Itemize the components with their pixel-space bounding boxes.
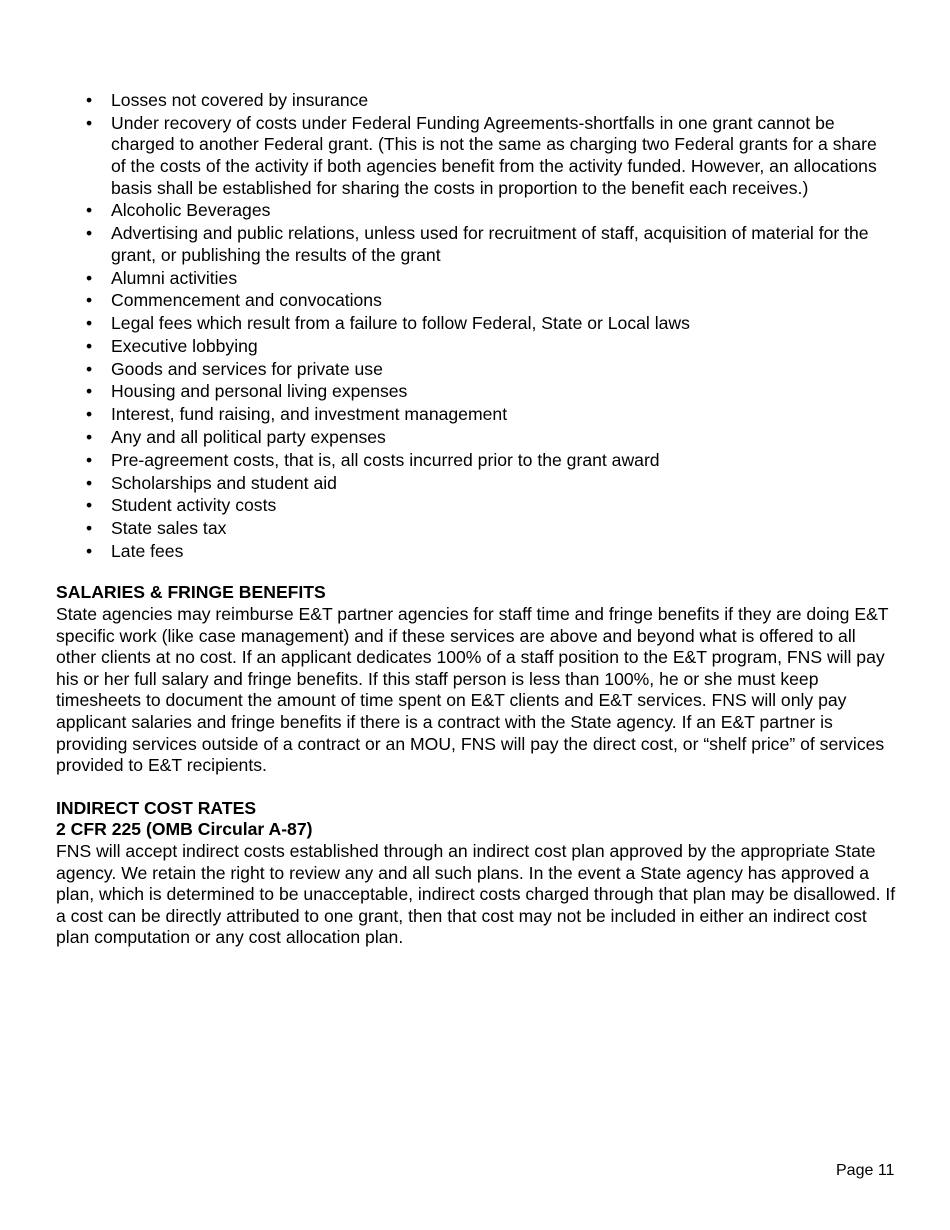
list-item	[56, 359, 896, 381]
bullet-icon: •	[86, 112, 93, 133]
list-item	[56, 268, 896, 290]
salaries-paragraph: State agencies may reimburse E&T partner agencies for staff time and fringe benefits if they are doing E&T specific work (like case management) and if these services are above and beyond what is offered to all other clients at no cost. If an applicant dedicates 100% of a staff position to the E&T program, FNS will pay his or her full salary and fringe benefits. If this staff person is less than 100%, he or she must keep timesheets to document the amount of time spent on E&T clients and E&T services. FNS will only pay applicant salaries and fringe benefits if there is a contract with the State agency. If an E&T partner is providing services outside of a contract or an MOU, FNS will pay the direct cost, or “shelf price” of services provided to E&T recipients.	[56, 604, 889, 776]
bullet-icon: •	[86, 404, 93, 425]
list-item-text: Any and all political party expenses	[111, 426, 386, 447]
list-item	[56, 90, 896, 112]
bullet-icon: •	[86, 426, 93, 447]
list-item-text: Losses not covered by insurance	[111, 90, 369, 110]
list-item	[56, 223, 896, 266]
list-item	[56, 113, 896, 199]
bullet-icon: •	[86, 495, 93, 516]
list-item-text: Student activity costs	[111, 495, 277, 516]
bullet-icon: •	[86, 540, 93, 561]
bullet-icon: •	[86, 358, 93, 379]
list-item-text: Housing and personal living expenses	[111, 381, 408, 402]
bullet-icon: •	[86, 449, 93, 470]
list-item	[56, 495, 896, 517]
list-item	[56, 381, 896, 403]
page-number: Page 11	[836, 1162, 895, 1179]
bullet-icon: •	[86, 518, 93, 539]
salaries-section	[56, 582, 896, 776]
list-item	[56, 518, 896, 540]
list-item-text: Pre-agreement costs, that is, all costs incurred prior to the grant award	[111, 449, 660, 470]
list-item	[56, 541, 896, 563]
indirect-cost-heading: INDIRECT COST RATES	[56, 797, 257, 818]
bullet-icon: •	[86, 381, 93, 402]
bullet-icon: •	[86, 200, 93, 221]
list-item-text: Advertising and public relations, unless used for recruitment of staff, acquisition of material for the grant, or publishing the results of the grant	[111, 223, 869, 265]
list-item-text: Scholarships and student aid	[111, 472, 337, 493]
list-item	[56, 336, 896, 358]
list-item-text: Alumni activities	[111, 267, 238, 288]
bullet-icon: •	[86, 472, 93, 493]
list-item	[56, 200, 896, 222]
list-item-text: State sales tax	[111, 518, 227, 539]
indirect-cost-section	[56, 798, 896, 949]
bullet-icon: •	[86, 90, 93, 110]
list-item	[56, 427, 896, 449]
unallowable-costs-list	[56, 90, 896, 562]
list-item-text: Under recovery of costs under Federal Funding Agreements-shortfalls in one grant cannot be charged to another Federal grant. (This is not the same as charging two Federal grants for a share of the costs of the activity if both agencies benefit from the activity funded. However, an allocations basis shall be established for sharing the costs in proportion to the benefit each receives.)	[111, 112, 877, 198]
bullet-icon: •	[86, 223, 93, 244]
bullet-icon: •	[86, 335, 93, 356]
indirect-cost-subheading: 2 CFR 225 (OMB Circular A-87)	[56, 819, 313, 840]
list-item-text: Commencement and convocations	[111, 290, 382, 311]
document-page	[56, 90, 896, 949]
list-item-text: Alcoholic Beverages	[111, 200, 271, 221]
list-item	[56, 313, 896, 335]
bullet-icon: •	[86, 290, 93, 311]
list-item	[56, 404, 896, 426]
list-item	[56, 450, 896, 472]
list-item-text: Interest, fund raising, and investment management	[111, 404, 508, 425]
bullet-icon: •	[86, 313, 93, 334]
list-item	[56, 290, 896, 312]
bullet-icon: •	[86, 267, 93, 288]
list-item-text: Executive lobbying	[111, 335, 258, 356]
salaries-heading: SALARIES & FRINGE BENEFITS	[56, 582, 326, 603]
indirect-cost-paragraph: FNS will accept indirect costs established through an indirect cost plan approved by the appropriate State agency. We retain the right to review any and all such plans. In the event a State agency has approved a plan, which is determined to be unacceptable, indirect costs charged through that plan may be disallowed. If a cost can be directly attributed to one grant, then that cost may not be included in either an indirect cost plan computation or any cost allocation plan.	[56, 841, 896, 948]
list-item-text: Late fees	[111, 540, 184, 561]
list-item	[56, 473, 896, 495]
list-item-text: Legal fees which result from a failure to follow Federal, State or Local laws	[111, 313, 690, 334]
list-item-text: Goods and services for private use	[111, 358, 383, 379]
